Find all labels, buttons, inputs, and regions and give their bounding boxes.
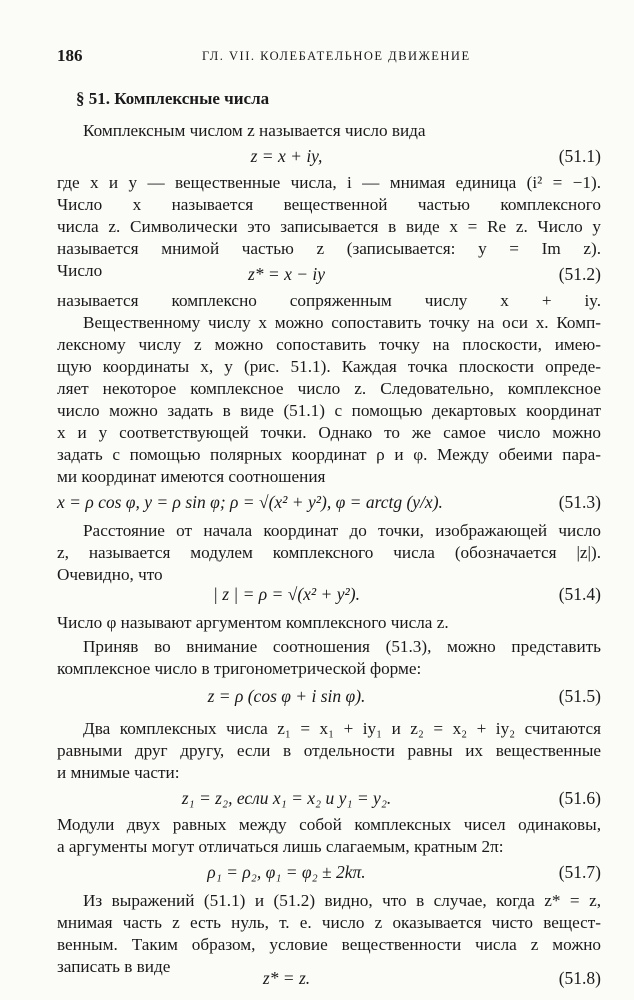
running-header <box>57 46 601 70</box>
text-line: лексному числу z можно сопоставить точку на плоскости, имею- <box>57 335 601 354</box>
text-line: задать с помощью полярных координат ρ и φ. Между обеими пара- <box>57 445 601 464</box>
text-line: Два комплексных числа z₁ = x₁ + iy₁ и z₂ = x₂ + iy₂ считаются <box>83 719 601 738</box>
equation-51-8 <box>57 966 601 990</box>
text-line: записать в виде <box>57 957 171 976</box>
text-line: Модули двух равных между собой комплексных чисел одинаковы, <box>57 815 601 834</box>
equation-number: (51.7) <box>558 862 601 882</box>
text-line: Число φ называют аргументом комплексного числа z. <box>57 613 449 632</box>
text-line: Очевидно, что <box>57 565 163 584</box>
equation-number: (51.5) <box>558 686 601 706</box>
text-line: Расстояние от начала координат до точки, изображающей число <box>83 521 601 540</box>
text-line: называется комплексно сопряженным числу x + iy. <box>57 291 601 310</box>
equation-formula: x = ρ cos φ, y = ρ sin φ; ρ = √(x² + y²), φ = arctg (y/x). <box>57 492 443 512</box>
section-title: § 51. Комплексные числа <box>76 89 270 108</box>
text-line: число можно задать в виде (51.1) с помощью декартовых координат <box>57 401 601 420</box>
text-line: z, называется модулем комплексного числа (обозначается |z|). <box>57 543 601 562</box>
text-line: ми координат имеются соотношения <box>57 467 326 486</box>
text-line: Вещественному числу x можно сопоставить точку на оси x. Комп- <box>83 313 601 332</box>
text-line: и мнимые части: <box>57 763 180 782</box>
equation-formula: | z | = ρ = √(x² + y²). <box>213 584 360 604</box>
equation-51-6 <box>57 786 601 810</box>
text-line: Из выражений (51.1) и (51.2) видно, что в случае, когда z* = z, <box>83 891 601 910</box>
text-line: Комплексным числом z называется число вида <box>83 121 426 140</box>
text-line: Число <box>57 261 103 280</box>
text-line: Приняв во внимание соотношения (51.3), можно представить <box>83 637 601 656</box>
equation-formula: ρ₁ = ρ₂, φ₁ = φ₂ ± 2kπ. <box>207 862 366 882</box>
equation-51-7 <box>57 860 601 884</box>
equation-number: (51.4) <box>558 584 601 604</box>
text-line: комплексное число в тригонометрической форме: <box>57 659 422 678</box>
equation-formula: z* = x − iy <box>247 264 326 284</box>
equation-number: (51.3) <box>558 492 601 512</box>
text-line: щую координаты x, y (рис. 51.1). Каждая точка плоскости опреде- <box>57 357 601 376</box>
equation-51-4 <box>57 582 601 606</box>
equation-51-2 <box>57 262 601 286</box>
equation-number: (51.6) <box>558 788 601 808</box>
equation-formula: z = ρ (cos φ + i sin φ). <box>207 686 366 706</box>
text-line: числа z. Символически это записывается в виде x = Re z. Число y <box>57 217 601 236</box>
text-line: мнимая часть z есть нуль, т. е. число z оказывается чисто вещест- <box>57 913 601 932</box>
equation-number: (51.2) <box>558 264 601 284</box>
text-line: а аргументы могут отличаться лишь слагаемым, кратным 2π: <box>57 837 504 856</box>
text-line: равными друг другу, если в отдельности равны их вещественные <box>57 741 601 760</box>
equation-51-3 <box>57 490 601 514</box>
page-number: 186 <box>57 46 83 65</box>
text-line: Число x называется вещественной частью комплексного <box>57 195 601 214</box>
equation-formula: z = x + iy, <box>250 146 323 166</box>
equation-number: (51.8) <box>558 968 601 988</box>
text-line: где x и y — вещественные числа, i — мнимая единица (i² = −1). <box>57 173 601 192</box>
text-line: ляет некоторое комплексное число z. Следовательно, комплексное <box>57 379 601 398</box>
text-line: x и y соответствующей точки. Однако то же самое число можно <box>57 423 601 442</box>
equation-formula: z* = z. <box>262 968 311 988</box>
equation-51-5 <box>57 684 601 708</box>
equation-number: (51.1) <box>558 146 601 166</box>
equation-formula: z₁ = z₂, если x₁ = x₂ и y₁ = y₂. <box>181 788 392 808</box>
running-title: ГЛ. VII. КОЛЕБАТЕЛЬНОЕ ДВИЖЕНИЕ <box>202 49 471 63</box>
text-line: называется мнимой частью z (записывается: y = Im z). <box>57 239 601 258</box>
equation-51-1 <box>57 144 601 168</box>
text-line: венным. Таким образом, условие вещественности числа z можно <box>57 935 601 954</box>
